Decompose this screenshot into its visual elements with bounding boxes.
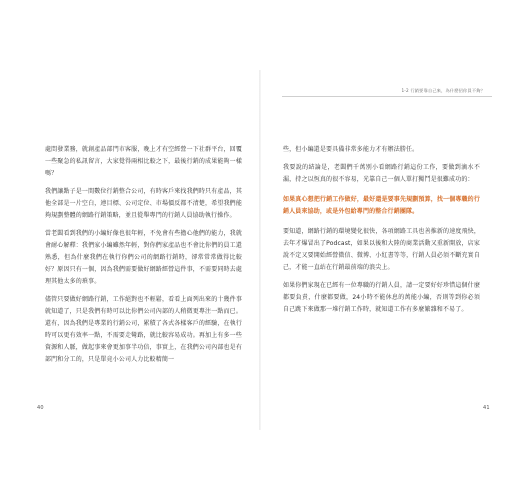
left-paragraph-1: 處問發業務，就創產品部門市客服，晚上才有空經營一下社群平台，回覆一些聚急的私訊留言，大家覺得兩相比較之下，最後行銷的成果能夠一樣嗎？: [45, 146, 242, 177]
left-page-number: 40: [37, 405, 44, 411]
running-head: 1-2 行銷要靠自己來，為什麼招你員不夠？: [401, 88, 485, 93]
left-paragraph-2: 我們讓點子是一間數位行銷整合公司，有時客戶來找我們時只有產品，其他全部是一片空白，連目標、公司定位、市場價反都不清楚，希望我們能夠規劃整體的網路行銷策略，並且從舉專門的行銷人員協助執行操作。: [45, 188, 242, 219]
right-paragraph-4: 如果你們家現在已經有一位專職的行銷人員，請一定要好好珍惜這個什麼都要負責，什麼都要做，24小時不能休息的萬能小編，否則等到你必須自己跳下來做那一堆行銷工作時，就知道工作有多麼繁雜和不易了。: [283, 282, 480, 313]
highlight-callout: 如果真心想把行銷工作做好，最好還是要事先規劃預算，找一個專職的行銷人員來協助，或是外包給專門的整合行銷團隊。: [283, 196, 480, 215]
left-page-body: [45, 144, 242, 372]
right-paragraph-2: 我要說的結論是，老闆們千萬別小看網路行銷這份工作，要做到滴水不漏，持之以恆真的很不容易，光靠自己一個人單打獨鬥是很難成功的：: [283, 164, 480, 183]
running-head-rule: [282, 96, 492, 97]
left-paragraph-3: 當老闆看到我們的小編好像也很年輕，不免會有些擔心他們的能力，我就會耐心解釋：我們家小編雖然年輕，對你們家產品也不會比你們的員工還熟悉，但為什麼我們在執行你們公司的網路行銷時，卻常常常做得比較好？原因只有一個，因為我們需要做好網路經營這件事，不需要同時去處理其他太多的瑣事。: [45, 230, 242, 285]
right-paragraph-1: 些，但小編還是要具備非常多能力才有辦法勝任。: [283, 146, 419, 153]
left-paragraph-4: 儘管只要做好網路行銷，工作絕對也不輕鬆，看看上面列出來的十幾件事就知道了，只是我們有時可以比你們公司內部的人稍微更專注一點而已。還有，因為我們是專業的行銷公司，累積了各式各樣客戶的經驗，在執行時可以更有效率一點，不需要走彎路，就比較容易成功。再加上有多一些資源和人脈，做起事來會更加事半功倍，事實上，在我們公司內部也是有部門和分工的，只是單竟小公司人力比較精簡一: [45, 296, 242, 363]
right-page-body: [283, 144, 480, 322]
right-page-number: 41: [483, 405, 490, 411]
right-page: [260, 0, 520, 500]
right-paragraph-3: 要知道，網路行銷的環境變化很快，各項網路工具也善推新的速度飛快，去年才爆冒出了Podcast，如果以後和大陸的商業活動又重新開放，店家說不定又要開始經營微信、微博、小紅書等等，行銷人員必須不斷充實自己，才能一直站在行銷最前端的浪尖上。: [283, 228, 480, 271]
